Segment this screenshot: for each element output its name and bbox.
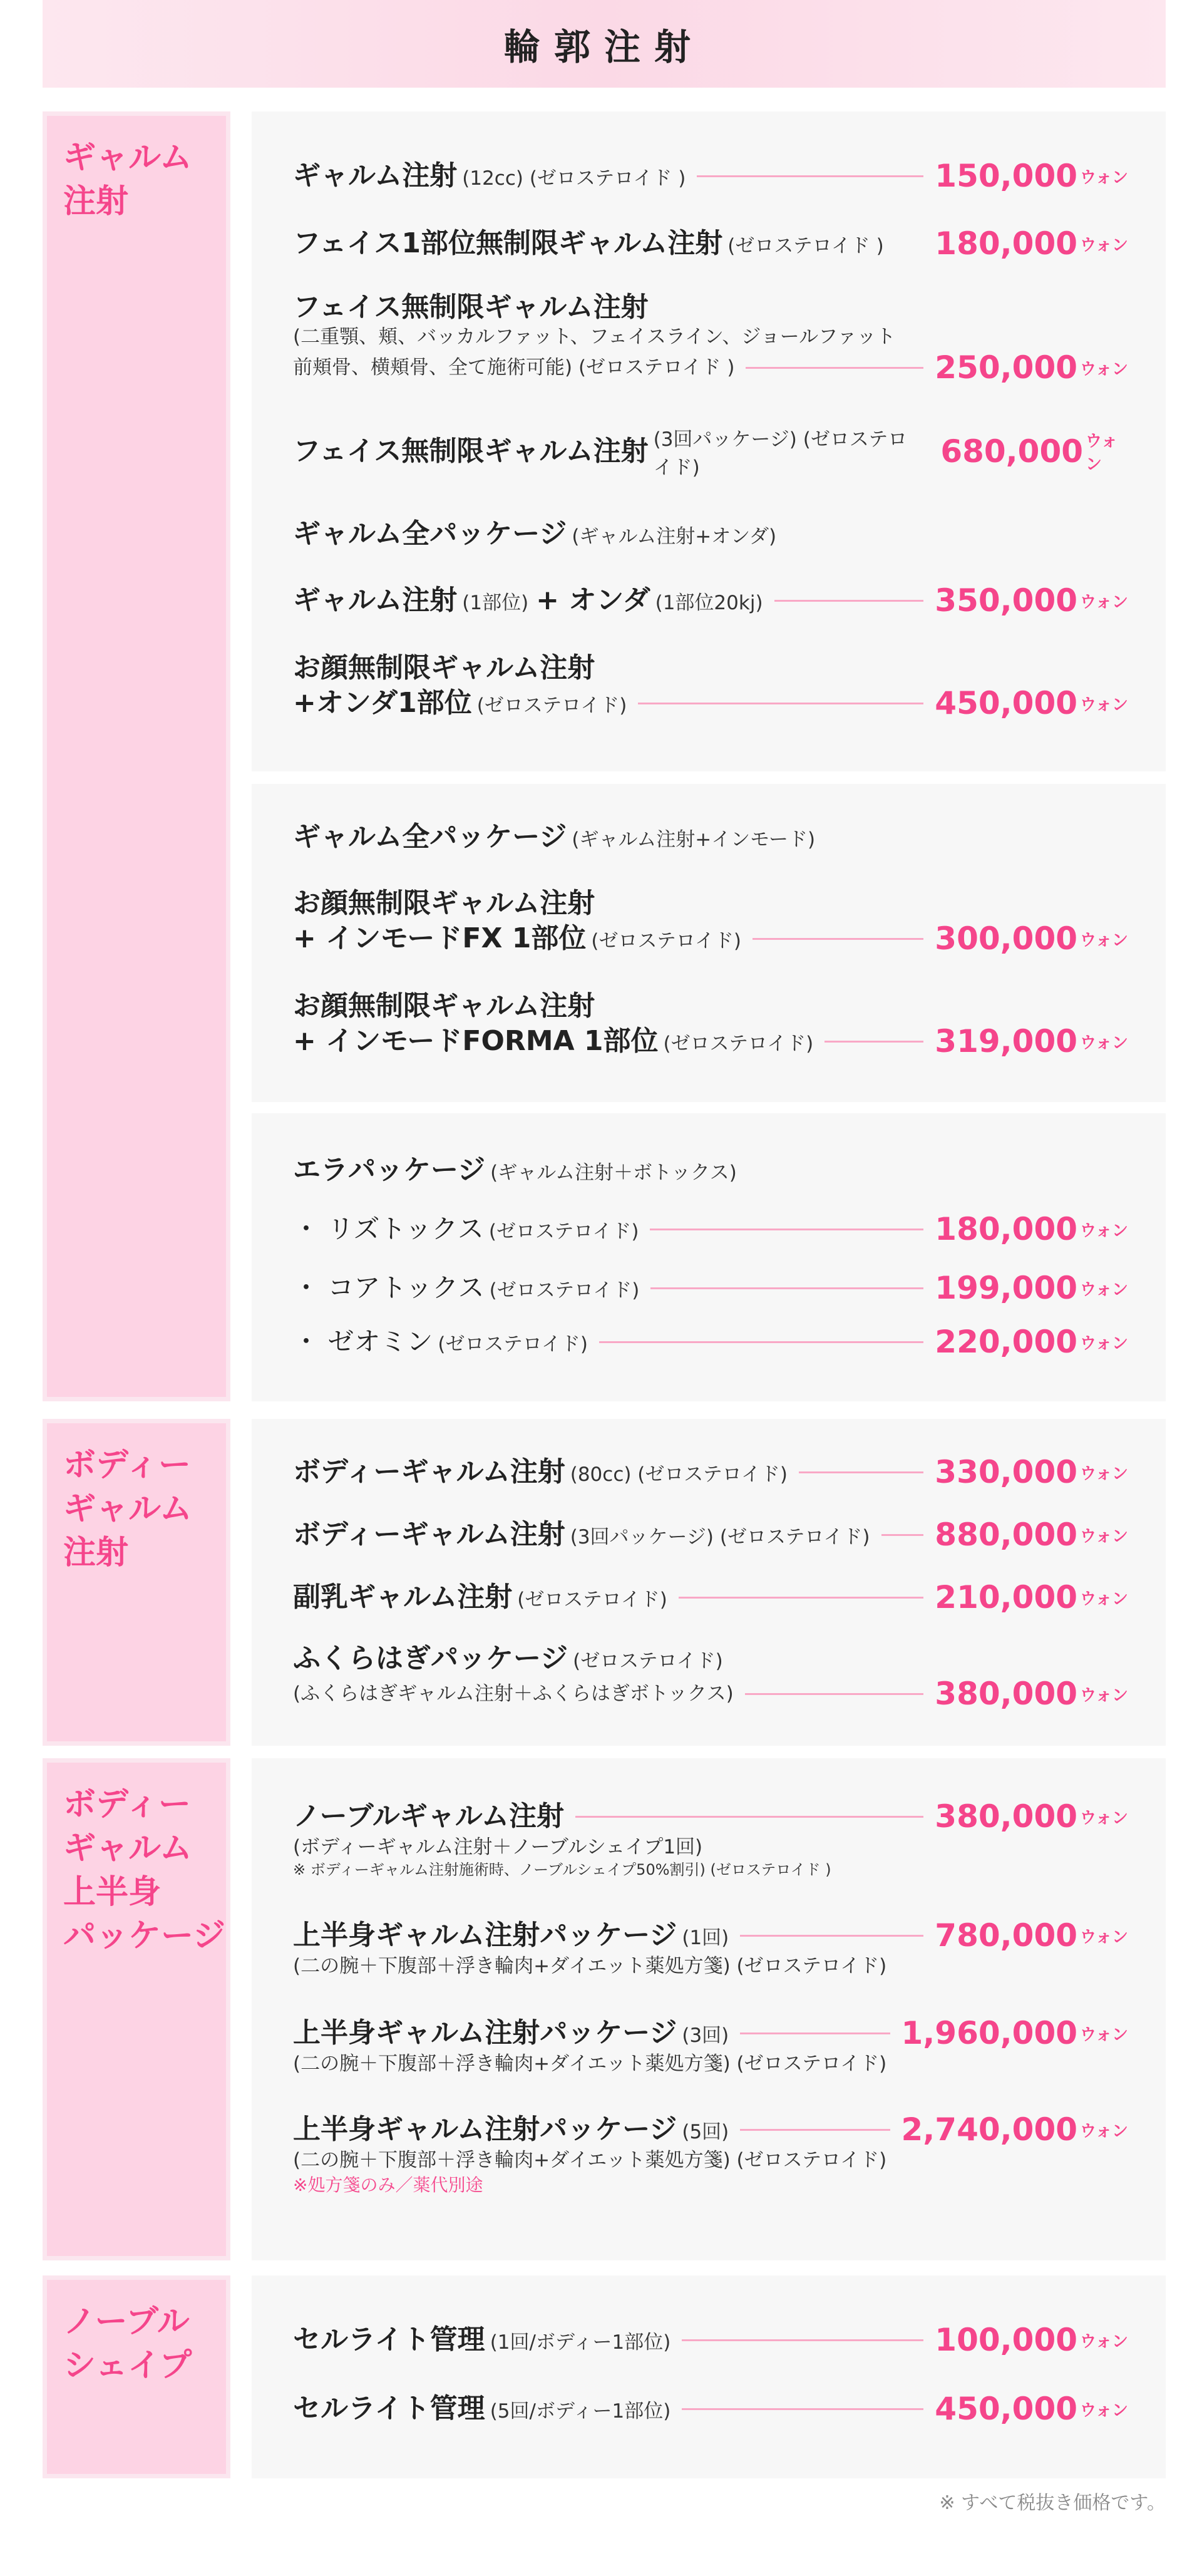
- item-price: 350,000: [935, 582, 1078, 619]
- item-price: 250,000: [935, 349, 1078, 386]
- price-item: [293, 1579, 1128, 1615]
- price-unit: ウォン: [1080, 1033, 1128, 1053]
- leader-line: [774, 600, 924, 602]
- item-sub: (ギャルム注射＋ボトックス): [490, 1161, 737, 1184]
- page-header: [43, 0, 1166, 88]
- item-detail: (二の腕＋下腹部＋浮き輪肉+ダイエット薬処方箋) (ゼロステロイド): [293, 2053, 887, 2075]
- item-detail: (ボディーギャルム注射＋ノーブルシェイプ1回): [293, 1836, 703, 1858]
- price-unit: ウォン: [1080, 2401, 1128, 2420]
- page-title: 輪郭注射: [503, 26, 704, 68]
- section-noble-shape: [43, 2275, 1166, 2478]
- item-name: ・ リズトックス: [293, 1213, 484, 1244]
- item-price: 330,000: [935, 1454, 1078, 1490]
- item-detail: (二重顎、頬、バッカルファット、フェイスライン、ジョールファット: [293, 326, 896, 348]
- price-unit: ウォン: [1080, 1686, 1128, 1705]
- item-sub: (5回/ボディー1部位): [490, 2399, 671, 2423]
- item-name: ・ ゼオミン: [293, 1326, 433, 1357]
- item-sub: (ゼロステロイド): [476, 694, 627, 717]
- item-price: 450,000: [935, 2391, 1078, 2427]
- item-name: ボディーギャルム注射: [293, 1456, 565, 1488]
- item-sub: (1部位20kj): [655, 591, 763, 614]
- item-name-extra: + インモードFORMA 1部位: [293, 1025, 659, 1057]
- leader-line: [740, 2129, 890, 2131]
- price-box: [252, 784, 1166, 1102]
- item-name: ノーブルギャルム注射: [293, 1800, 564, 1832]
- leader-line: [650, 1287, 923, 1289]
- price-item: [293, 291, 1128, 386]
- price-unit: ウォン: [1080, 168, 1128, 187]
- item-sub: (ゼロステロイド ): [727, 234, 884, 257]
- item-name: 上半身ギャルム注射パッケージ: [293, 2113, 677, 2145]
- price-box: [252, 111, 1166, 771]
- item-detail: 前頬骨、横頬骨、全て施術可能) (ゼロステロイド ): [293, 356, 735, 379]
- item-sub: (3回パッケージ) (ゼロステロイド): [653, 428, 908, 479]
- leader-line: [575, 1816, 923, 1818]
- item-name: ・ コアトックス: [293, 1272, 485, 1303]
- price-unit: ウォン: [1080, 359, 1128, 379]
- leader-line: [740, 1935, 923, 1937]
- item-sub: (ゼロステロイド): [489, 1279, 640, 1302]
- item-price: 210,000: [935, 1579, 1078, 1615]
- price-unit: ウォン: [1080, 592, 1128, 612]
- item-name-extra: +オンダ1部位: [293, 687, 472, 719]
- item-sub: (ゼロステロイド): [573, 1649, 723, 1672]
- price-item: [293, 1917, 1128, 1979]
- price-unit: ウォン: [1080, 1464, 1128, 1483]
- item-sub: (ギャルム注射+オンダ): [572, 525, 777, 548]
- item-price: 199,000: [935, 1270, 1078, 1306]
- item-sub: (3回パッケージ) (ゼロステロイド): [570, 1525, 870, 1548]
- price-unit: ウォン: [1080, 695, 1128, 714]
- section-label: ギャルム 注射: [63, 139, 192, 220]
- price-item: [293, 1270, 1128, 1306]
- item-sub: (12cc) (ゼロステロイド ): [462, 167, 686, 190]
- leader-line: [697, 175, 923, 177]
- item-sub: (ゼロステロイド): [517, 1588, 667, 1611]
- price-item: [293, 651, 1128, 721]
- leader-line: [682, 2339, 923, 2341]
- item-name: セルライト管理: [293, 2324, 485, 2356]
- item-note: ※ ボディーギャルム注射施術時、ノーブルシェイプ50%割引) (ゼロステロイド ): [293, 1861, 831, 1878]
- price-box: [252, 2275, 1166, 2478]
- price-item: [293, 1798, 1128, 1880]
- item-name: エラパッケージ: [293, 1154, 486, 1186]
- item-sub: (ゼロステロイド): [591, 929, 741, 952]
- price-item: [293, 1153, 1128, 1187]
- item-name: セルライト管理: [293, 2393, 485, 2424]
- item-name: フェイス1部位無制限ギャルム注射: [293, 227, 723, 259]
- item-name-extra: + オンダ: [536, 584, 650, 616]
- leader-line: [895, 243, 924, 245]
- price-unit: ウォン: [1080, 1221, 1128, 1240]
- item-name: 上半身ギャルム注射パッケージ: [293, 2017, 677, 2049]
- price-item: [293, 158, 1128, 194]
- section-label-box: [43, 1419, 230, 1746]
- item-name: お顔無制限ギャルム注射: [293, 990, 595, 1022]
- item-price: 1,960,000: [901, 2015, 1078, 2051]
- item-price: 180,000: [935, 1211, 1078, 1247]
- price-unit: ウォン: [1080, 930, 1128, 950]
- price-item: [293, 2111, 1128, 2198]
- price-unit: ウォン: [1080, 2332, 1128, 2351]
- item-name: お顔無制限ギャルム注射: [293, 887, 595, 919]
- leader-line: [824, 1041, 923, 1043]
- price-item: [293, 887, 1128, 957]
- item-sub: (1回/ボディー1部位): [490, 2331, 671, 2354]
- price-item: [293, 423, 1128, 480]
- price-unit: ウォン: [1086, 432, 1118, 474]
- leader-line: [650, 1229, 923, 1230]
- price-item: [293, 225, 1128, 262]
- price-unit: ウォン: [1080, 1927, 1128, 1947]
- item-name: ギャルム全パッケージ: [293, 821, 567, 853]
- price-item: [293, 989, 1128, 1059]
- price-box: [252, 1419, 1166, 1746]
- price-item: [293, 820, 1128, 854]
- item-price: 880,000: [935, 1517, 1078, 1553]
- item-sub: (ゼロステロイド): [663, 1032, 814, 1055]
- price-item: [293, 517, 1128, 551]
- item-note: ※処方箋のみ／薬代別途: [293, 2175, 483, 2195]
- item-price: 380,000: [935, 1676, 1078, 1712]
- section-galleum-injection: [43, 111, 1166, 1401]
- price-item: [293, 1324, 1128, 1360]
- section-label-box: [43, 1758, 230, 2260]
- item-name: ギャルム注射: [293, 584, 458, 616]
- item-sub: (ギャルム注射+インモード): [572, 828, 816, 851]
- item-detail: (二の腕＋下腹部＋浮き輪肉+ダイエット薬処方箋) (ゼロステロイド): [293, 2149, 887, 2172]
- item-name: ボディーギャルム注射: [293, 1518, 565, 1550]
- section-label-box: [43, 111, 230, 1401]
- item-sub: (ゼロステロイド): [438, 1332, 588, 1356]
- price-unit: ウォン: [1080, 1334, 1128, 1353]
- item-detail: (ふくらはぎギャルム注射＋ふくらはぎボトックス): [293, 1682, 734, 1705]
- leader-line: [679, 1597, 923, 1599]
- item-price: 300,000: [935, 920, 1078, 957]
- item-sub: (1回): [682, 1926, 729, 1949]
- item-price: 319,000: [935, 1023, 1078, 1059]
- price-item: [293, 1642, 1128, 1712]
- item-name: ふくらはぎパッケージ: [293, 1642, 568, 1674]
- leader-line: [682, 2408, 923, 2410]
- leader-line: [599, 1341, 923, 1343]
- leader-line: [799, 1471, 923, 1473]
- price-unit: ウォン: [1080, 1280, 1128, 1299]
- price-unit: ウォン: [1080, 235, 1128, 255]
- leader-line: [745, 1693, 924, 1695]
- item-sub: (3回): [682, 2024, 729, 2047]
- section-upper-body-package: [43, 1758, 1166, 2260]
- price-item: [293, 1517, 1128, 1553]
- item-detail: (二の腕＋下腹部＋浮き輪肉+ダイエット薬処方箋) (ゼロステロイド): [293, 1955, 887, 1977]
- price-box: [252, 1758, 1166, 2260]
- section-label: ボディー ギャルム 注射: [63, 1446, 192, 1572]
- section-label-box: [43, 2275, 230, 2478]
- item-price: 380,000: [935, 1798, 1078, 1835]
- leader-line: [740, 2032, 890, 2034]
- price-item: [293, 582, 1128, 619]
- section-label: ノーブル シェイプ: [63, 2303, 192, 2384]
- price-item: [293, 2322, 1128, 2358]
- item-sub: (ゼロステロイド): [488, 1220, 639, 1243]
- item-price: 2,740,000: [901, 2111, 1078, 2148]
- item-price: 220,000: [935, 1324, 1078, 1360]
- price-box: [252, 1113, 1166, 1401]
- price-item: [293, 2015, 1128, 2076]
- leader-line: [881, 1534, 924, 1536]
- item-price: 450,000: [935, 685, 1078, 721]
- price-unit: ウォン: [1080, 1589, 1128, 1609]
- item-name: 副乳ギャルム注射: [293, 1581, 513, 1613]
- item-sub: (80cc) (ゼロステロイド): [570, 1463, 788, 1486]
- item-price: 680,000: [940, 433, 1084, 470]
- item-name: 上半身ギャルム注射パッケージ: [293, 1919, 677, 1951]
- price-item: [293, 2391, 1128, 2427]
- price-unit: ウォン: [1080, 2121, 1128, 2141]
- item-price: 180,000: [935, 225, 1078, 262]
- section-label: ボディー ギャルム 上半身 パッケージ: [63, 1786, 225, 1955]
- item-name: フェイス無制限ギャルム注射: [293, 291, 649, 323]
- price-unit: ウォン: [1080, 1808, 1128, 1828]
- item-name: ギャルム注射: [293, 160, 458, 192]
- leader-line: [638, 703, 923, 704]
- item-price: 780,000: [935, 1917, 1078, 1954]
- price-unit: ウォン: [1080, 1527, 1128, 1546]
- leader-line: [753, 938, 923, 940]
- item-name: ギャルム全パッケージ: [293, 518, 567, 550]
- item-price: 150,000: [935, 158, 1078, 194]
- item-name: お顔無制限ギャルム注射: [293, 652, 595, 684]
- price-item: [293, 1211, 1128, 1247]
- tax-note: ※ すべて税抜き価格です。: [939, 2492, 1166, 2514]
- item-sub: (5回): [682, 2120, 729, 2143]
- item-price: 100,000: [935, 2322, 1078, 2358]
- item-name: フェイス無制限ギャルム注射: [293, 435, 649, 467]
- item-name-extra: + インモードFX 1部位: [293, 922, 587, 954]
- price-item: [293, 1454, 1128, 1490]
- leader-line: [746, 367, 923, 369]
- price-unit: ウォン: [1080, 2025, 1128, 2044]
- section-body-galleum: [43, 1419, 1166, 1746]
- item-sub: (1部位): [462, 591, 529, 614]
